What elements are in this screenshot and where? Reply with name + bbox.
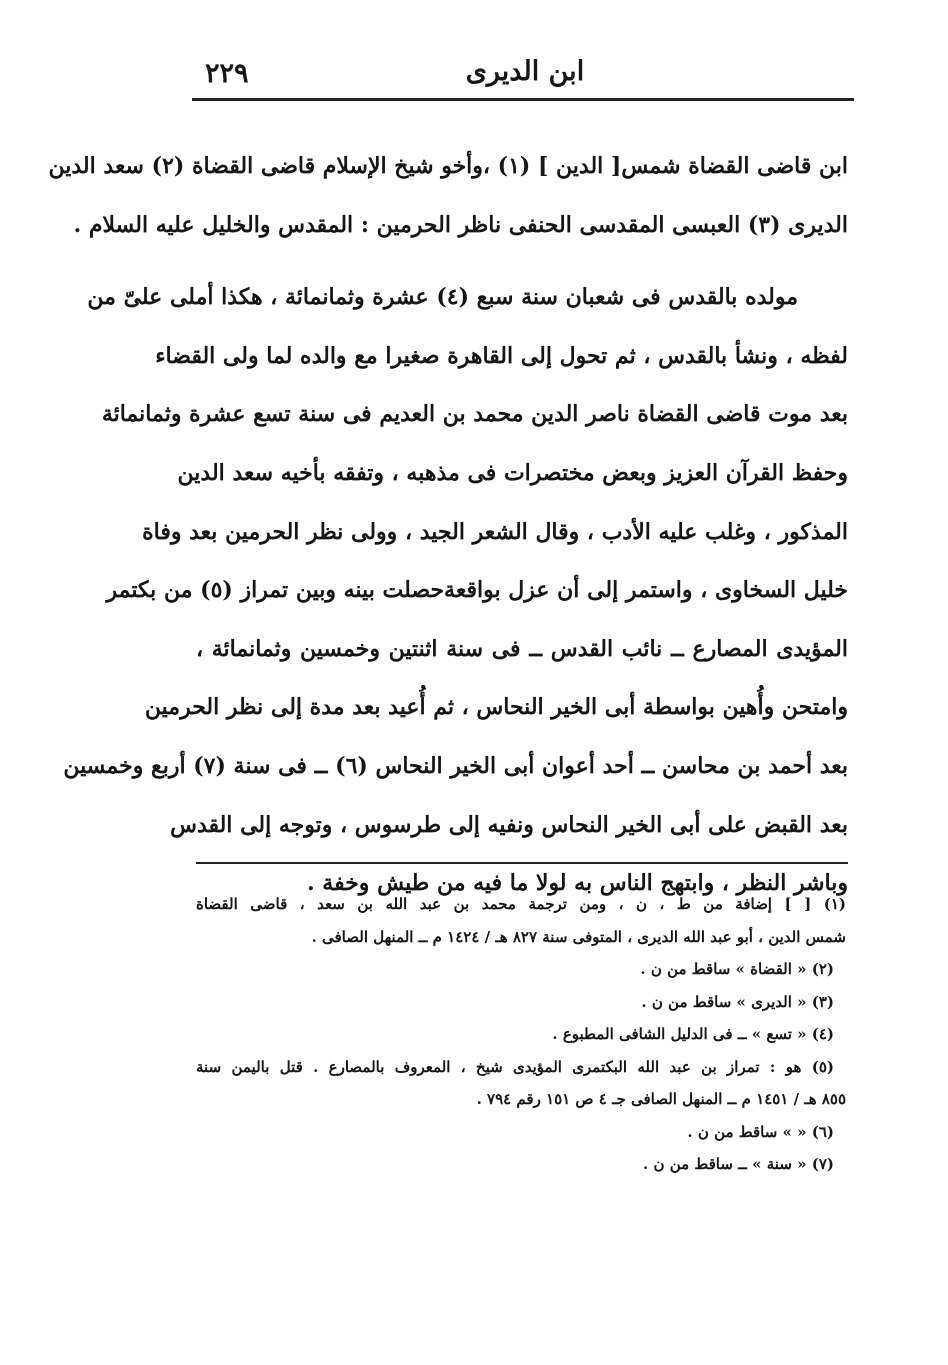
- footnote-5-continued: ٨٥٥ هـ / ١٤٥١ م ــ المنهل الصافى جـ ٤ ص ١٥١ رقم ٧٩٤ .: [476, 1090, 846, 1108]
- text-line: خليل السخاوى ، واستمر إلى أن عزل بواقعةحصلت بينه وبين تمراز (٥) من بكتمر: [106, 577, 848, 604]
- footnotes: [196, 888, 846, 1181]
- footnote-7: (٧) « سنة » ــ ساقط من ن .: [643, 1155, 834, 1173]
- footnote-1: (١) [ ] إضافة من ط ، ن ، ومن ترجمة محمد بن عبد الله بن سعد ، قاضى القضاة: [196, 895, 846, 913]
- header-rule: [192, 98, 854, 101]
- footnote-5: (٥) هو : تمراز بن عبد الله البكتمرى المؤيدى شيخ ، المعروف بالمصارع . قتل باليمن سنة: [196, 1057, 834, 1076]
- text-line: وباشر النظر ، وابتهج الناس به لولا ما فيه من طيش وخفة .: [306, 870, 848, 897]
- footnote-1-continued: شمس الدين ، أبو عبد الله الديرى ، المتوفى سنة ٨٢٧ هـ / ١٤٢٤ م ــ المنهل الصافى .: [311, 927, 846, 946]
- text-line: بعد القبض على أبى الخير النحاس ونفيه إلى طرسوس ، وتوجه إلى القدس: [170, 811, 848, 838]
- paragraph-biography: [63, 268, 848, 913]
- main-text: [48, 137, 848, 913]
- footnote-4: (٤) « تسع » ــ فى الدليل الشافى المطبوع .: [552, 1025, 834, 1043]
- footnote-rule: [196, 862, 848, 864]
- text-line: وحفظ القرآن العزيز وبعض مختصرات فى مذهبه ، وتفقه بأخيه سعد الدين: [177, 459, 848, 486]
- text-line: بعد أحمد بن محاسن ــ أحد أعوان أبى الخير النحاس (٦) ــ فى سنة (٧) أربع وخمسين: [63, 752, 848, 779]
- page-header: [195, 52, 855, 98]
- text-line: مولده بالقدس فى شعبان سنة سبع (٤) عشرة وثمانمائة ، هكذا أملى علىّ من: [87, 284, 798, 311]
- text-line: الديرى (٣) العبسى المقدسى الحنفى ناظر الحرمين : المقدس والخليل عليه السلام .: [73, 211, 848, 238]
- paragraph-intro: [48, 137, 848, 254]
- running-title: ابن الديرى: [465, 56, 585, 87]
- page-number: ٢٢٩: [205, 58, 249, 89]
- footnote-3: (٣) « الديرى » ساقط من ن .: [641, 992, 834, 1011]
- text-line: المؤيدى المصارع ــ نائب القدس ــ فى سنة اثنتين وخمسين وثمانمائة ،: [196, 635, 848, 662]
- text-line: لفظه ، ونشأ بالقدس ، ثم تحول إلى القاهرة صغيرا مع والده لما ولى القضاء: [155, 342, 848, 369]
- footnote-6: (٦) « » ساقط من ن .: [687, 1122, 834, 1141]
- text-line: بعد موت قاضى القضاة ناصر الدين محمد بن العديم فى سنة تسع عشرة وثمانمائة: [101, 401, 848, 428]
- text-line: المذكور ، وغلب عليه الأدب ، وقال الشعر الجيد ، وولى نظر الحرمين بعد وفاة: [142, 518, 848, 545]
- footnote-2: (٢) « القضاة » ساقط من ن .: [640, 960, 834, 978]
- paragraph-gap: [196, 254, 848, 268]
- text-line: وامتحن وأُهين بواسطة أبى الخير النحاس ، ثم أُعيد بعد مدة إلى نظر الحرمين: [144, 694, 848, 721]
- text-line: ابن قاضى القضاة شمس[ الدين ] (١) ،وأخو شيخ الإسلام قاضى القضاة (٢) سعد الدين: [48, 153, 848, 179]
